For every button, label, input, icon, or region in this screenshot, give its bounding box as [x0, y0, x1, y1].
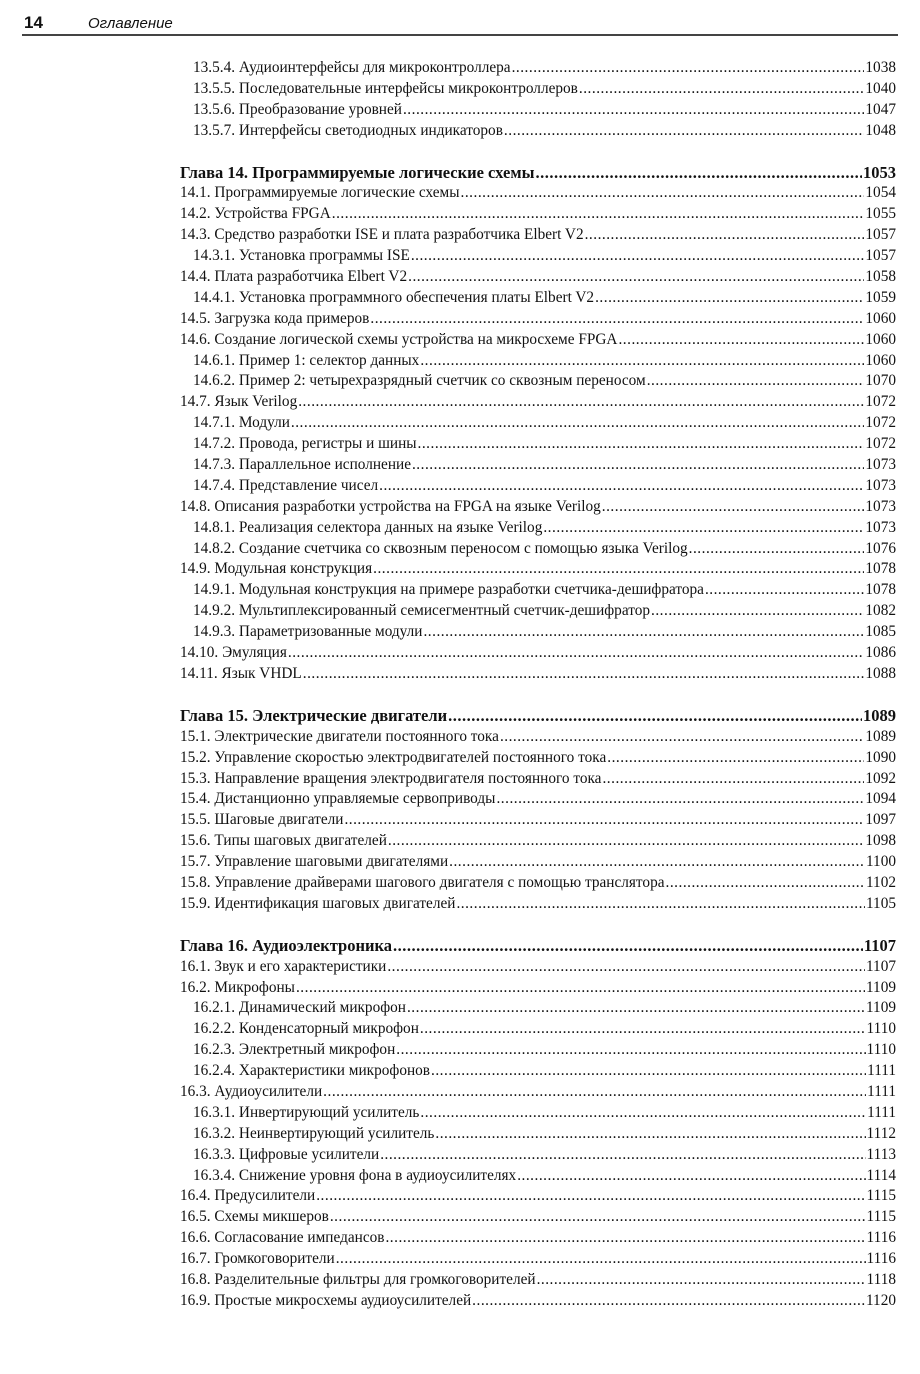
dot-leader: [705, 580, 864, 601]
toc-chapter-page: 1089: [863, 705, 896, 725]
dot-leader: [388, 831, 865, 852]
toc-entry-title: 16.1. Звук и его характеристики: [180, 957, 387, 975]
toc-entry[interactable]: [180, 580, 896, 601]
toc-entry-page: 1098: [865, 832, 896, 850]
toc-entry-title: 16.8. Разделительные фильтры для громкоговорителей: [180, 1270, 536, 1288]
toc-entry-title: 14.4.1. Установка программного обеспечения платы Elbert V2: [193, 288, 595, 306]
dot-leader: [535, 163, 862, 184]
toc-entry-title: 16.3.1. Инвертирующий усилитель: [193, 1103, 420, 1121]
toc-entry-page: 1073: [865, 497, 896, 515]
toc-entry-title: 16.7. Громкоговорители: [180, 1250, 335, 1268]
toc-entry-page: 1078: [865, 581, 896, 599]
toc-entry[interactable]: [180, 1019, 896, 1040]
toc-entry-title: 16.9. Простые микросхемы аудиоусилителей: [180, 1291, 472, 1309]
toc-entry-title: 15.1. Электрические двигатели постоянного тока: [180, 727, 499, 745]
toc-entry-page: 1072: [865, 414, 896, 432]
toc-entry-page: 1076: [865, 539, 896, 557]
dot-leader: [666, 873, 865, 894]
toc-entry[interactable]: [180, 539, 896, 560]
toc-entry-title: 14.9.2. Мультиплексированный семисегментный счетчик-дешифратор: [193, 602, 651, 620]
toc-entry-page: 1115: [866, 1208, 896, 1226]
toc-entry-page: 1038: [865, 59, 896, 76]
toc-entry[interactable]: [180, 1270, 896, 1291]
toc-entry-title: 16.5. Схемы микшеров: [180, 1208, 329, 1226]
dot-leader: [316, 1186, 865, 1207]
toc-entry-page: 1111: [867, 1103, 896, 1121]
toc-entry-title: 16.2.2. Конденсаторный микрофон: [193, 1020, 419, 1038]
toc-entry[interactable]: [180, 79, 896, 100]
dot-leader: [303, 664, 865, 685]
dot-leader: [689, 539, 865, 560]
dot-leader: [500, 727, 864, 748]
toc-entry-title: 14.8. Описания разработки устройства на FPGA на языке Verilog: [180, 497, 601, 515]
dot-leader: [418, 434, 865, 455]
toc-entry-title: 16.3.4. Снижение уровня фона в аудиоусилителях: [193, 1166, 517, 1184]
page-number: 14: [24, 13, 43, 32]
toc-entry-title: 14.8.1. Реализация селектора данных на языке Verilog: [193, 518, 543, 536]
toc-chapter-page: 1053: [863, 162, 896, 182]
toc-entry-page: 1092: [865, 769, 896, 787]
toc-entry-title: 14.3. Средство разработки ISE и плата разработчика Elbert V2: [180, 226, 584, 244]
dot-leader: [379, 476, 864, 497]
section-gap: [180, 915, 896, 936]
toc-entry-page: 1109: [865, 999, 896, 1017]
dot-leader: [396, 1040, 865, 1061]
toc-entry[interactable]: [180, 1166, 896, 1187]
running-title: Оглавление: [88, 15, 173, 32]
toc-entry-title: 14.9.3. Параметризованные модули: [193, 623, 423, 641]
toc-entry[interactable]: [180, 413, 896, 434]
table-of-contents: [180, 58, 896, 1312]
toc-entry-title: 15.5. Шаговые двигатели: [180, 811, 344, 829]
section-gap: [180, 142, 896, 163]
toc-entry[interactable]: [180, 978, 896, 999]
dot-leader: [288, 643, 865, 664]
dot-leader: [291, 413, 865, 434]
dot-leader: [595, 288, 864, 309]
toc-entry-page: 1110: [866, 1020, 896, 1038]
toc-entry-page: 1047: [865, 100, 896, 118]
dot-leader: [448, 706, 862, 727]
toc-entry-page: 1082: [865, 602, 896, 620]
toc-entry-page: 1113: [866, 1145, 896, 1163]
toc-entry[interactable]: [180, 497, 896, 518]
toc-entry-title: 14.4. Плата разработчика Elbert V2: [180, 268, 408, 286]
toc-entry-page: 1060: [865, 309, 896, 327]
toc-chapter-title: Глава 14. Программируемые логические схемы: [180, 162, 535, 182]
toc-entry[interactable]: [180, 225, 896, 246]
toc-entry-title: 14.7.4. Представление чисел: [193, 476, 379, 494]
toc-entry-page: 1105: [865, 894, 896, 912]
dot-leader: [380, 1145, 865, 1166]
toc-entry-title: 15.3. Направление вращения электродвигателя постоянного тока: [180, 769, 602, 787]
toc-entry-page: 1111: [867, 1062, 896, 1080]
toc-entry-page: 1111: [867, 1082, 896, 1100]
dot-leader: [472, 1291, 865, 1312]
toc-entry-title: 15.4. Дистанционно управляемые сервоприводы: [180, 790, 496, 808]
toc-entry-page: 1088: [865, 664, 896, 682]
toc-entry[interactable]: [180, 852, 896, 873]
dot-leader: [618, 330, 864, 351]
toc-entry[interactable]: [180, 727, 896, 748]
toc-entry-title: 14.6.1. Пример 1: селектор данных: [193, 351, 420, 369]
dot-leader: [408, 267, 864, 288]
toc-entry[interactable]: [180, 330, 896, 351]
toc-entry[interactable]: [180, 957, 896, 978]
toc-entry-page: 1060: [865, 351, 896, 369]
toc-entry-title: 14.7.2. Провода, регистры и шины: [193, 435, 417, 453]
toc-entry[interactable]: [180, 1186, 896, 1207]
toc-entry[interactable]: [180, 559, 896, 580]
dot-leader: [423, 622, 864, 643]
toc-entry[interactable]: [180, 1228, 896, 1249]
dot-leader: [543, 518, 864, 539]
toc-entry[interactable]: [180, 894, 896, 915]
toc-entry[interactable]: [180, 1291, 896, 1312]
dot-leader: [370, 309, 864, 330]
toc-entry[interactable]: [180, 1207, 896, 1228]
toc-entry[interactable]: [180, 476, 896, 497]
toc-entry-page: 1085: [865, 623, 896, 641]
toc-chapter-15[interactable]: [180, 706, 896, 727]
toc-entry[interactable]: [180, 121, 896, 142]
dot-leader: [435, 1124, 865, 1145]
toc-entry-page: 1086: [865, 644, 896, 662]
dot-leader: [504, 121, 864, 142]
dot-leader: [651, 601, 864, 622]
toc-entry-page: 1078: [865, 560, 896, 578]
toc-entry-title: 13.5.6. Преобразование уровней: [193, 100, 402, 118]
dot-leader: [456, 894, 865, 915]
toc-entry-title: 14.2. Устройства FPGA: [180, 205, 331, 223]
toc-entry[interactable]: [180, 643, 896, 664]
toc-entry-title: 14.6.2. Пример 2: четырехразрядный счетчик со сквозным переносом: [193, 372, 646, 390]
dot-leader: [579, 79, 865, 100]
toc-entry[interactable]: [180, 434, 896, 455]
toc-entry-title: 16.3.3. Цифровые усилители: [193, 1145, 380, 1163]
dot-leader: [537, 1270, 866, 1291]
toc-entry-title: 14.3.1. Установка программы ISE: [193, 247, 410, 265]
toc-entry[interactable]: [180, 748, 896, 769]
toc-entry-title: 14.9.1. Модульная конструкция на примере разработки счетчика-дешифратора: [193, 581, 704, 599]
toc-entry[interactable]: [180, 100, 896, 121]
toc-entry-page: 1097: [865, 811, 896, 829]
toc-entry[interactable]: [180, 288, 896, 309]
toc-entry-title: 14.9. Модульная конструкция: [180, 560, 373, 578]
dot-leader: [602, 497, 865, 518]
dot-leader: [385, 1228, 865, 1249]
dot-leader: [431, 1061, 866, 1082]
dot-leader: [585, 225, 865, 246]
toc-entry-title: 15.2. Управление скоростью электродвигателей постоянного тока: [180, 748, 607, 766]
toc-entry-page: 1060: [865, 330, 896, 348]
dot-leader: [336, 1249, 866, 1270]
toc-entry-page: 1057: [865, 226, 896, 244]
toc-entry-title: 14.7. Язык Verilog: [180, 393, 298, 411]
toc-entry-title: 15.8. Управление драйверами шагового двигателя с помощью транслятора: [180, 873, 665, 891]
toc-chapter-title: Глава 16. Аудиоэлектроника: [180, 935, 392, 955]
dot-leader: [332, 204, 865, 225]
toc-chapter-14[interactable]: [180, 163, 896, 184]
dot-leader: [602, 769, 864, 790]
dot-leader: [420, 1103, 866, 1124]
toc-entry[interactable]: [180, 246, 896, 267]
toc-entry-page: 1118: [866, 1270, 896, 1288]
toc-entry[interactable]: [180, 789, 896, 810]
toc-entry-title: 16.4. Предусилители: [180, 1187, 316, 1205]
toc-entry-page: 1109: [865, 978, 896, 996]
toc-entry-page: 1059: [865, 288, 896, 306]
toc-entry-title: 13.5.7. Интерфейсы светодиодных индикаторов: [193, 121, 503, 139]
toc-entry-page: 1094: [865, 790, 896, 808]
toc-entry-page: 1058: [865, 268, 896, 286]
toc-entry-page: 1073: [865, 518, 896, 536]
toc-entry-title: 16.2. Микрофоны: [180, 978, 295, 996]
toc-entry-title: 14.7.1. Модули: [193, 414, 290, 432]
toc-entry[interactable]: [180, 1061, 896, 1082]
toc-entry[interactable]: [180, 455, 896, 476]
toc-entry-page: 1102: [865, 873, 896, 891]
toc-entry[interactable]: [180, 1249, 896, 1270]
toc-entry[interactable]: [180, 183, 896, 204]
toc-entry-page: 1057: [865, 247, 896, 265]
toc-entry-page: 1040: [865, 79, 896, 97]
toc-entry-page: 1054: [865, 184, 896, 202]
toc-entry-page: 1107: [865, 957, 896, 975]
toc-entry-title: 14.8.2. Создание счетчика со сквозным переносом с помощью языка Verilog: [193, 539, 688, 557]
toc-entry[interactable]: [180, 518, 896, 539]
toc-entry-page: 1100: [865, 853, 896, 871]
dot-leader: [420, 1019, 866, 1040]
toc-entry[interactable]: [180, 873, 896, 894]
toc-entry-page: 1120: [865, 1291, 896, 1309]
toc-entry-page: 1048: [865, 121, 896, 139]
toc-entry-title: 16.3. Аудиоусилители: [180, 1082, 323, 1100]
toc-entry-title: 14.7.3. Параллельное исполнение: [193, 456, 411, 474]
toc-entry-page: 1110: [866, 1041, 896, 1059]
dot-leader: [411, 246, 865, 267]
dot-leader: [323, 1082, 866, 1103]
toc-entry[interactable]: [180, 831, 896, 852]
toc-entry-page: 1090: [865, 748, 896, 766]
dot-leader: [449, 852, 865, 873]
toc-entry-title: 16.2.3. Электретный микрофон: [193, 1041, 396, 1059]
dot-leader: [461, 183, 865, 204]
dot-leader: [296, 978, 865, 999]
toc-entry-page: 1070: [865, 372, 896, 390]
toc-entry[interactable]: [180, 998, 896, 1019]
toc-entry[interactable]: [180, 664, 896, 685]
toc-entry[interactable]: [180, 204, 896, 225]
toc-entry-title: 15.7. Управление шаговыми двигателями: [180, 853, 449, 871]
page-header: [22, 14, 898, 36]
toc-entry[interactable]: [180, 267, 896, 288]
toc-entry-page: 1073: [865, 456, 896, 474]
toc-entry-title: 13.5.5. Последовательные интерфейсы микроконтроллеров: [193, 79, 578, 97]
dot-leader: [512, 58, 865, 79]
toc-entry-page: 1072: [865, 435, 896, 453]
toc-entry[interactable]: [180, 810, 896, 831]
toc-entry[interactable]: [180, 392, 896, 413]
toc-entry-page: 1116: [866, 1229, 896, 1247]
toc-entry[interactable]: [180, 351, 896, 372]
toc-entry-page: 1073: [865, 476, 896, 494]
dot-leader: [330, 1207, 866, 1228]
toc-chapter-16[interactable]: [180, 936, 896, 957]
toc-entry-page: 1072: [865, 393, 896, 411]
dot-leader: [393, 936, 863, 957]
toc-chapter-page: 1107: [863, 935, 896, 955]
toc-entry[interactable]: [180, 1145, 896, 1166]
toc-entry[interactable]: [180, 371, 896, 392]
section-gap: [180, 685, 896, 706]
toc-entry-title: 15.6. Типы шаговых двигателей: [180, 832, 387, 850]
dot-leader: [496, 789, 864, 810]
toc-entry-title: 14.1. Программируемые логические схемы: [180, 184, 460, 202]
dot-leader: [517, 1166, 865, 1187]
dot-leader: [387, 957, 865, 978]
dot-leader: [647, 371, 865, 392]
dot-leader: [420, 351, 864, 372]
toc-entry-title: 16.2.1. Динамический микрофон: [193, 999, 406, 1017]
toc-chapter-title: Глава 15. Электрические двигатели: [180, 705, 448, 725]
toc-entry[interactable]: [180, 1124, 896, 1145]
toc-entry-title: 14.5. Загрузка кода примеров: [180, 309, 370, 327]
toc-entry[interactable]: [180, 1082, 896, 1103]
toc-entry[interactable]: [180, 622, 896, 643]
dot-leader: [298, 392, 864, 413]
dot-leader: [403, 100, 864, 121]
toc-entry-page: 1089: [865, 727, 896, 745]
dot-leader: [607, 748, 864, 769]
toc-entry-page: 1055: [865, 205, 896, 223]
toc-entry-page: 1114: [866, 1166, 896, 1184]
toc-entry-page: 1116: [866, 1250, 896, 1268]
toc-entry[interactable]: [180, 1103, 896, 1124]
dot-leader: [412, 455, 864, 476]
toc-entry[interactable]: [180, 601, 896, 622]
dot-leader: [407, 998, 865, 1019]
toc-entry-title: 16.6. Согласование импедансов: [180, 1229, 385, 1247]
toc-entry[interactable]: [180, 58, 896, 79]
toc-entry-title: 14.6. Создание логической схемы устройства на микросхеме FPGA: [180, 330, 618, 348]
toc-entry[interactable]: [180, 1040, 896, 1061]
toc-entry[interactable]: [180, 309, 896, 330]
toc-entry-title: 16.2.4. Характеристики микрофонов: [193, 1062, 431, 1080]
toc-entry-title: 15.9. Идентификация шаговых двигателей: [180, 894, 456, 912]
dot-leader: [373, 559, 864, 580]
toc-entry-title: 14.10. Эмуляция: [180, 644, 287, 662]
toc-entry-page: 1112: [866, 1124, 896, 1142]
toc-entry-title: 14.11. Язык VHDL: [180, 664, 302, 682]
toc-entry-title: 13.5.4. Аудиоинтерфейсы для микроконтроллера: [193, 59, 511, 76]
toc-entry-page: 1115: [866, 1187, 896, 1205]
dot-leader: [344, 810, 864, 831]
toc-entry[interactable]: [180, 769, 896, 790]
toc-entry-title: 16.3.2. Неинвертирующий усилитель: [193, 1124, 435, 1142]
